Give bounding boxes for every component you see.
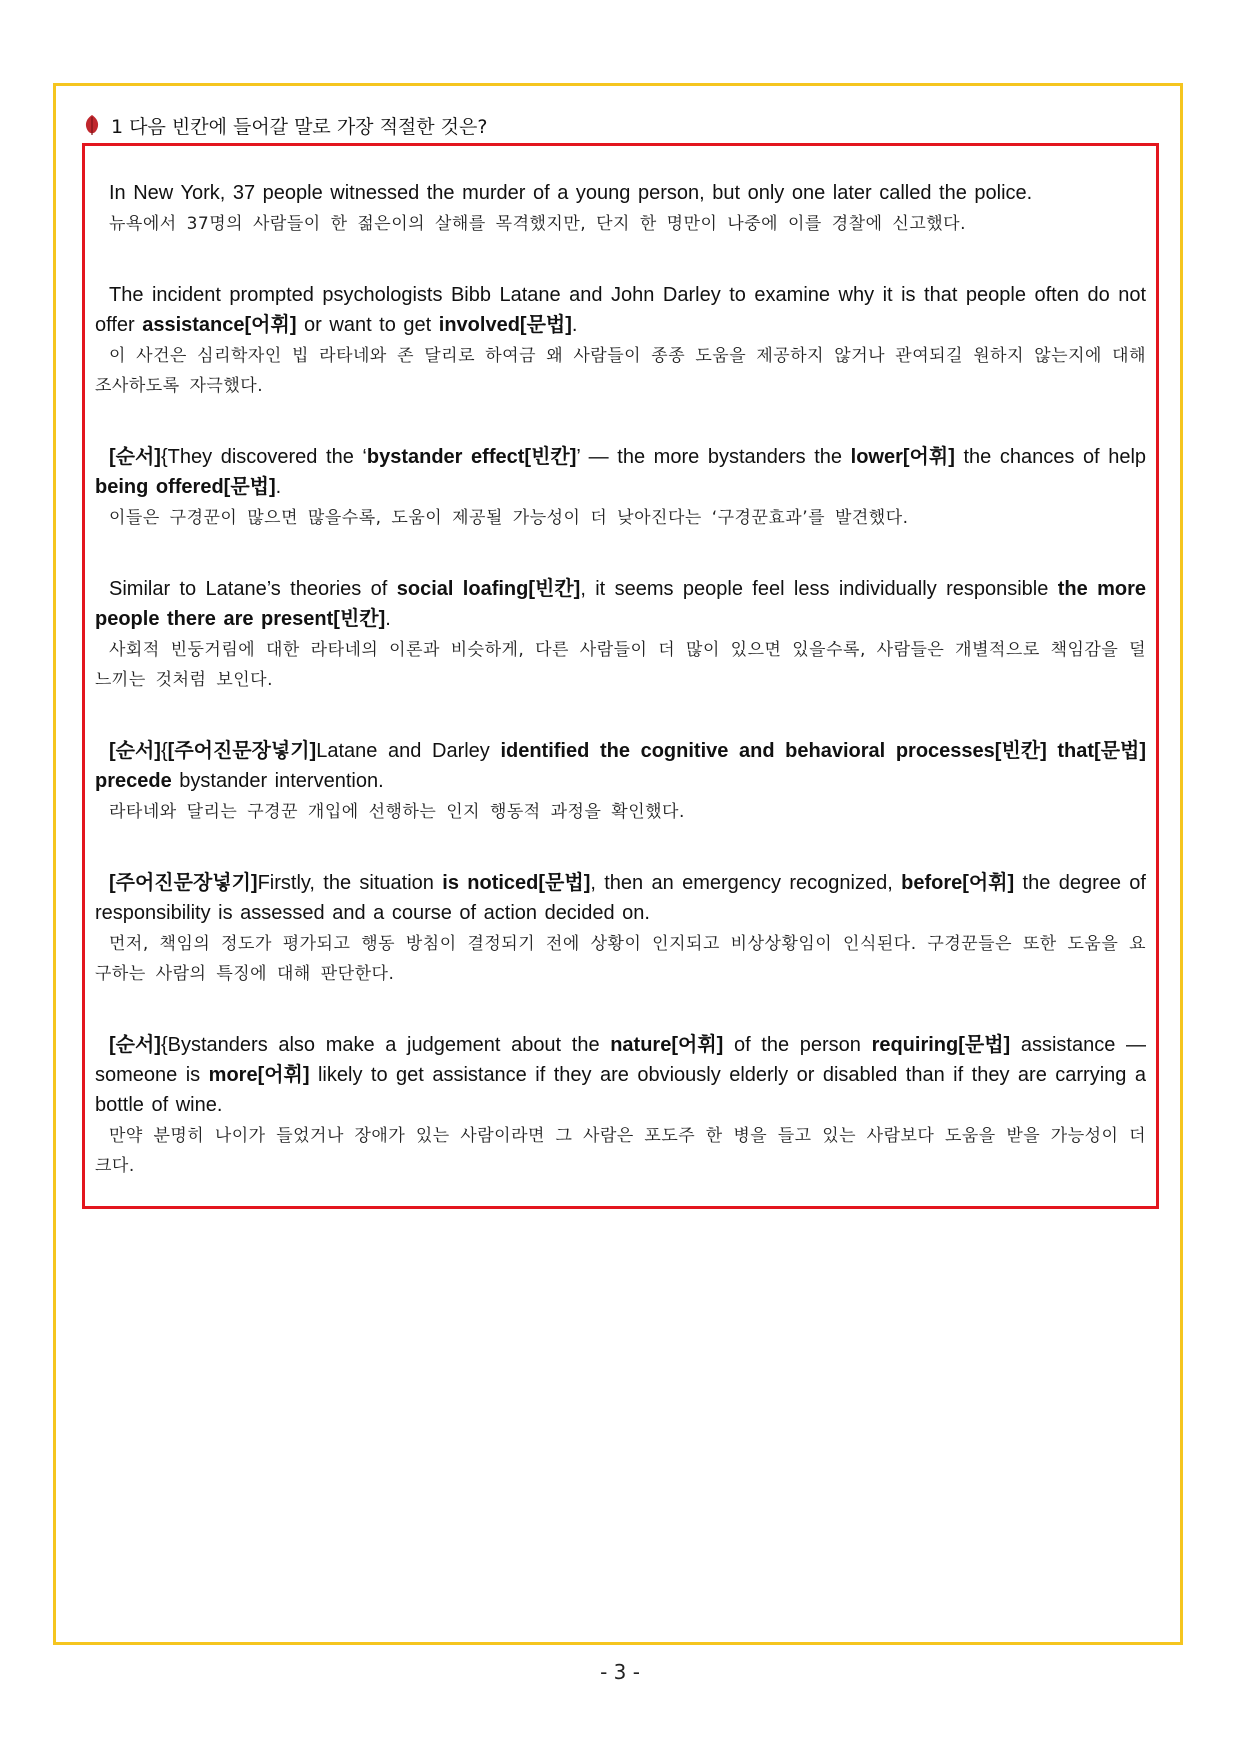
sentence-text: Similar to Latane’s theories of [109, 578, 397, 600]
page-number: - 3 - [600, 1660, 640, 1684]
highlight-term: bystander effect[빈칸] [366, 446, 577, 468]
paragraph-6 [95, 868, 1146, 989]
tag-label: [순서] [109, 740, 161, 762]
question-text: 1 다음 빈칸에 들어갈 말로 가장 적절한 것은? [111, 115, 488, 138]
highlight-term: is noticed[문법] [442, 872, 591, 894]
paragraph-6-korean: 먼저, 책임의 정도가 평가되고 행동 방침이 결정되기 전에 상황이 인지되고 비상상황임이 인식된다. 구경꾼들은 또한 도움을 요구하는 사람의 특징에 대해 판단한다. [95, 934, 1146, 984]
sentence-text: Firstly, the situation [257, 872, 443, 894]
paragraph-6-english [95, 868, 1146, 928]
highlight-term: before[어휘] [901, 872, 1015, 894]
sentence-text: likely to get assistance if they are obviously elderly or disabled than if they are carrying a bottle of wine. [95, 1064, 1146, 1116]
tag-label: [순서] [109, 446, 161, 468]
highlight-term: identified the cognitive and behavioral processes[빈칸] that[문법] precede [95, 740, 1146, 792]
highlight-term: social loafing[빈칸] [396, 578, 581, 600]
highlight-term: more[어휘] [208, 1064, 310, 1086]
tag-label: [주어진문장넣기] [109, 872, 258, 894]
paragraph-4-korean: 사회적 빈둥거림에 대한 라타네의 이론과 비슷하게, 다른 사람들이 더 많이 있으면 있을수록, 사람들은 개별적으로 책임감을 덜 느끼는 것처럼 보인다. [95, 640, 1146, 690]
sentence-text: . [385, 608, 391, 630]
paragraph-7 [95, 1030, 1146, 1181]
sentence-text: Latane and Darley [316, 740, 501, 762]
sentence-text: . [275, 476, 282, 498]
paragraph-1 [95, 178, 1146, 239]
paragraph-2-english [95, 280, 1146, 340]
highlight-term: the more people there are present[빈칸] [95, 578, 1146, 630]
paragraph-3-english [95, 442, 1146, 502]
sentence-text: or want to get [296, 314, 439, 336]
tag-label: [순서] [109, 1034, 161, 1056]
sentence-text: assistance — someone is [95, 1034, 1146, 1086]
paragraph-4 [95, 574, 1146, 695]
paragraph-1-korean: 뉴욕에서 37명의 사람들이 한 젊은이의 살해를 목격했지만, 단지 한 명만이 나중에 이를 경찰에 신고했다. [109, 214, 966, 234]
tag-label: [주어진문장넣기] [167, 740, 317, 762]
paragraph-5-korean: 라타네와 달리는 구경꾼 개입에 선행하는 인지 행동적 과정을 확인했다. [109, 802, 685, 822]
paragraph-7-korean: 만약 분명히 나이가 들었거나 장애가 있는 사람이라면 그 사람은 포도주 한 병을 들고 있는 사람보다 도움을 받을 가능성이 더 크다. [95, 1126, 1146, 1176]
paragraph-5-english [95, 736, 1146, 796]
sentence-text: ’ — the more bystanders the [576, 446, 851, 468]
highlight-term: lower[어휘] [850, 446, 955, 468]
highlight-term: nature[어휘] [610, 1034, 724, 1056]
highlight-term: involved[문법] [438, 314, 572, 336]
sentence-text: the chances of help [954, 446, 1147, 468]
sentence-text: the degree of responsibility is assessed and a course of action decided on. [95, 872, 1146, 924]
highlight-term: requiring[문법] [871, 1034, 1011, 1056]
sentence-text: of the person [723, 1034, 872, 1056]
paragraph-3 [95, 442, 1146, 533]
highlight-term: being offered[문법] [95, 476, 276, 498]
paragraph-7-english [95, 1030, 1146, 1120]
highlight-term: assistance[어휘] [142, 314, 297, 336]
paragraph-4-english [95, 574, 1146, 634]
paragraph-2-korean: 이 사건은 심리학자인 빕 라타네와 존 달리로 하여금 왜 사람들이 종종 도움을 제공하지 않거나 관여되길 원하지 않는지에 대해 조사하도록 자극했다. [95, 346, 1146, 396]
sentence-text: {They discovered the ‘ [160, 446, 367, 468]
paragraph-2 [95, 280, 1146, 401]
paragraph-3-korean: 이들은 구경꾼이 많으면 많을수록, 도움이 제공될 가능성이 더 낮아진다는 ‘구경꾼효과’를 발견했다. [109, 508, 909, 528]
sentence-text: { [160, 740, 168, 762]
question-header [83, 111, 487, 139]
sentence-text: The incident prompted psychologists Bibb Latane and John Darley to examine why it is that people often do not offer [95, 284, 1146, 336]
paragraph-1-english [95, 178, 1146, 208]
sentence-text: In New York, 37 people witnessed the murder of a young person, but only one later called the police. [109, 182, 1033, 204]
sentence-text: , it seems people feel less individually responsible [580, 578, 1058, 600]
sentence-text: bystander intervention. [171, 770, 384, 792]
leaf-icon [83, 114, 101, 136]
sentence-text: , then an emergency recognized, [590, 872, 902, 894]
sentence-text: . [571, 314, 578, 336]
passage-box [82, 143, 1159, 1209]
paragraph-5 [95, 736, 1146, 827]
sentence-text: {Bystanders also make a judgement about the [160, 1034, 611, 1056]
